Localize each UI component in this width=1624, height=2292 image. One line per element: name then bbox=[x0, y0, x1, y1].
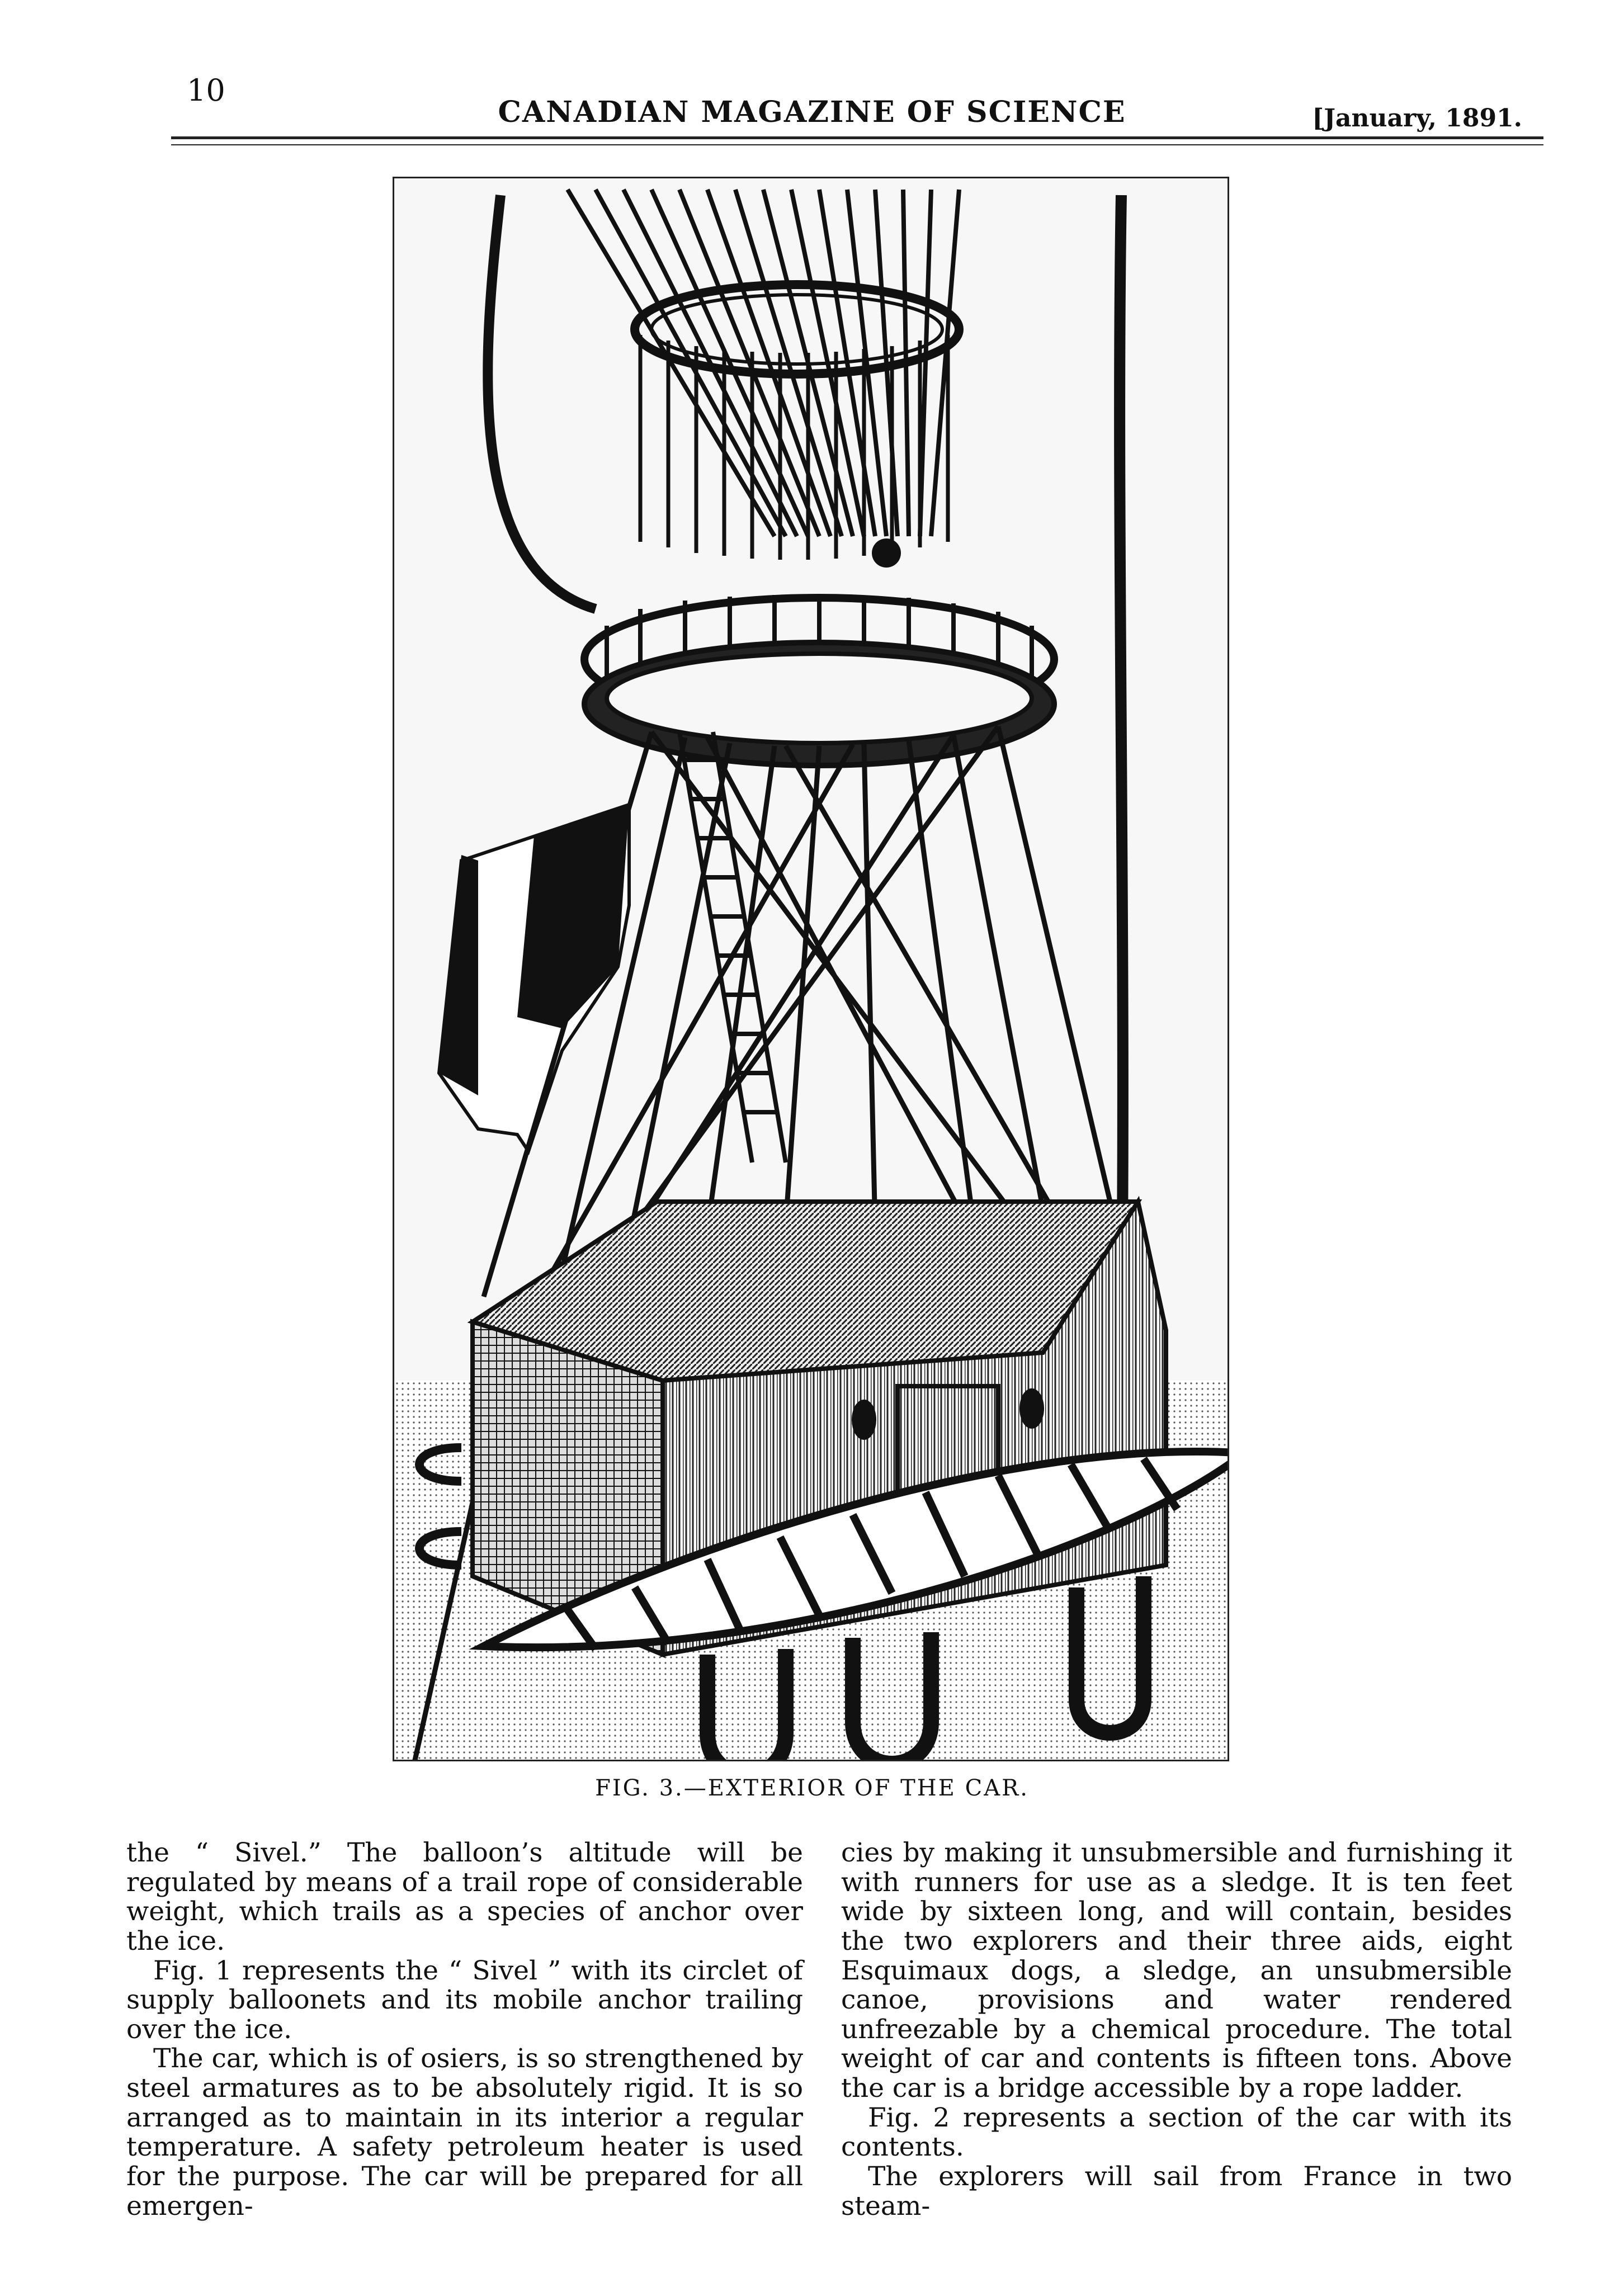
bridge-gallery bbox=[584, 538, 1054, 765]
paragraph: Fig. 2 represents a section of the car with its contents. bbox=[841, 2102, 1512, 2163]
magazine-title: CANADIAN MAGAZINE OF SCIENCE bbox=[498, 95, 1126, 129]
paragraph: the “ Sivel.” The balloon’s altitude will be regulated by means of a trail rope of considerable weight, which trails as a species of anchor over the ice. bbox=[126, 1837, 803, 1957]
paragraph: The explorers will sail from France in two steam- bbox=[841, 2161, 1512, 2222]
text-column-right bbox=[841, 1839, 1512, 2221]
paragraph: The car, which is of osiers, is so strengthened by steel armatures as to be absolutely rigid. It is so arranged as to maintain in its interior a regular temperature. A safety petroleum heater is used for the purpose. The car will be prepared for all emergen- bbox=[126, 2043, 803, 2222]
upper-ring bbox=[635, 285, 959, 374]
right-rope bbox=[1120, 195, 1123, 1341]
figure-illustration bbox=[393, 177, 1229, 1761]
balloon-car-engraving bbox=[394, 178, 1228, 1760]
paragraph: Fig. 1 represents the “ Sivel ” with its circlet of supply balloonets and its mobile anchor trailing over the ice. bbox=[126, 1955, 803, 2045]
paragraph: cies by making it unsubmersible and furnishing it with runners for use as a sledge. It is ten feet wide by sixteen long, and will contain, besides the two explorers and their three aids, eight Esquimaux dogs, a sledge, an unsubmersible canoe, provisions and water rendered unfreezable by a chemical procedure. The total weight of car and contents is fifteen tons. Above the car is a bridge accessible by a rope ladder. bbox=[841, 1837, 1512, 2104]
issue-date: [January, 1891. bbox=[1312, 104, 1522, 133]
page-number: 10 bbox=[187, 73, 225, 108]
header-rule bbox=[171, 136, 1543, 139]
text-column-left bbox=[126, 1839, 803, 2221]
figure-caption: FIG. 3.—EXTERIOR OF THE CAR. bbox=[595, 1775, 1029, 1801]
left-rope bbox=[488, 195, 596, 609]
page-header bbox=[0, 73, 1624, 140]
header-rule-thin bbox=[171, 144, 1543, 145]
